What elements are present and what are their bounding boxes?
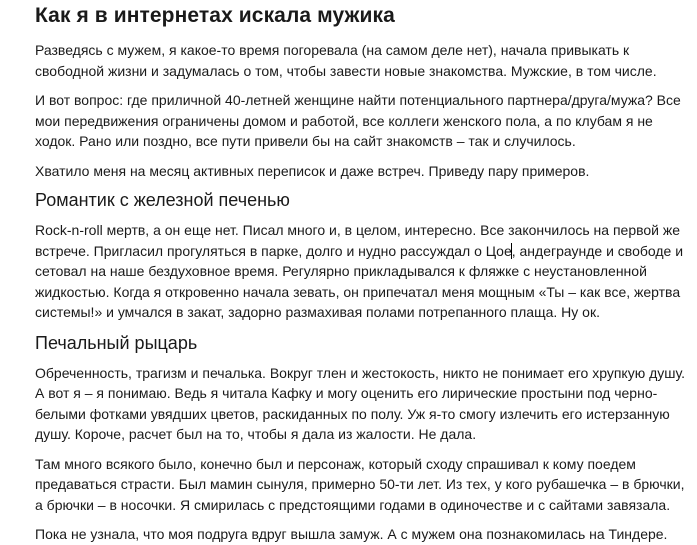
heading-knight: Печальный рыцарь [35,332,198,353]
document-title: Как я в интернетах искала мужика [35,4,395,27]
paragraph-others: Там много всякого было, конечно был и персонаж, который сходу спрашивал к кому поедем предаваться страсти. Был мамин сынуля, примерно 50-ти лет. Из тех, у кого рубашечка – в брючки, а брючки – в носочки. Я смирилась с предстоящими годами в одиночестве и с сайтами завязала. [35,455,685,513]
document-page [35,0,685,545]
paragraph-tinder: Пока не узнала, что моя подруга вдруг вышла замуж. А с мужем она познакомилась на Тиндере. [35,526,668,542]
paragraph-question: И вот вопрос: где приличной 40-летней женщине найти потенциального партнера/друга/мужа? Все мои передвижения ограничены домом и работой, все коллеги женского пола, а по клубам я не ходок. Рано или поздно, все пути привели бы на сайт знакомств – так и случилось. [35,92,681,149]
paragraph-doom: Обреченность, трагизм и печалька. Вокруг тлен и жестокость, никто не понимает его хрупкую душу. А вот я – я понимаю. Ведь я читала Кафку и могу оценить его лирические простыни под черно-белыми фотками увядших цветов, раскиданных по полу. Уж я-то смогу излечить его истерзанную душу. Короче, расчет был на то, чтобы я дала из жалости. Не дала. [35,364,685,442]
heading-romantic: Романтик с железной печенью [35,190,290,210]
paragraph-rocknroll-part2: , андеграунде и свободе и сетовал на наше бездуховное время. Регулярно прикладывался к фляжке с неустановленной жидкостью. Когда я откровенно начала зевать, он припечатал меня мощным «Ты – как все, жертва системы!» и умчался в закат, задорно размахивая полами потрепанного плаща. Ну ок. [35,242,684,320]
paragraph-divorce: Разведясь с мужем, я какое-то время погоревала (на самом деле нет), начала привыкать к свободной жизни и задумалась о том, чтобы завести новые знакомства. Мужские, в том числе. [35,42,657,79]
paragraph-rocknroll-part1: Rock-n-roll мертв, а он еще нет. Писал много и, в целом, интересно. Все закончилось на первой же встрече. Пригласил прогуляться в парке, долго и нудно рассуждал о Цое [35,222,681,259]
paragraph-rocknroll [35,220,685,323]
paragraph-month: Хватило меня на месяц активных переписок и даже встреч. Приведу пару примеров. [35,162,590,179]
